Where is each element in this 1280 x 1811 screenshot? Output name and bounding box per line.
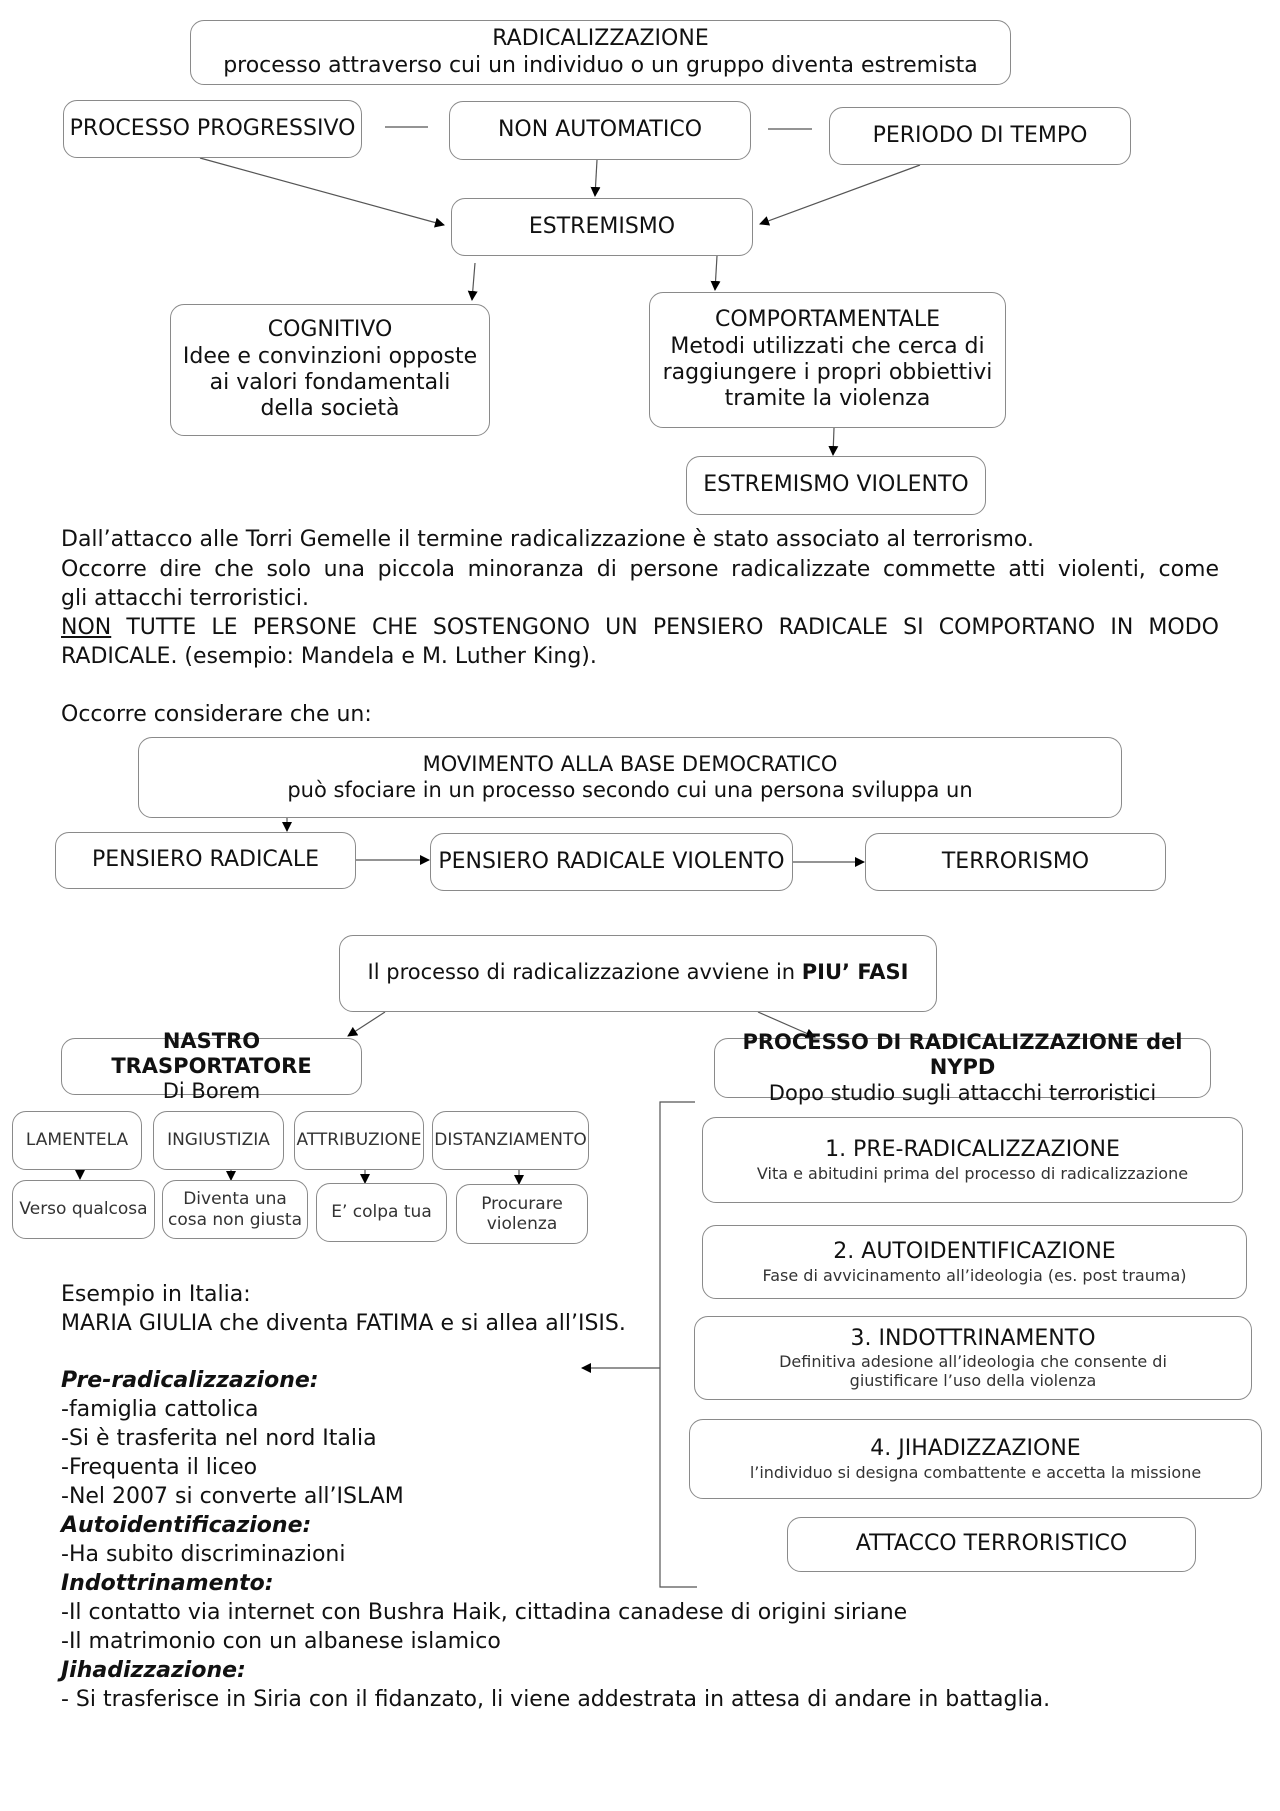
section-heading-indottrinamento: Indottrinamento: [61, 1571, 274, 1596]
phase-title: 4. JIHADIZZAZIONE [870, 1436, 1081, 1462]
result-lamentela [12, 1180, 155, 1239]
estremismo-violento-label: ESTREMISMO VIOLENTO [703, 472, 969, 498]
comportamentale-desc-line: Metodi utilizzati che cerca di [670, 333, 985, 359]
nastro-title: NASTRO TRASPORTATORE [111, 1028, 312, 1078]
attribute-processo-progressivo [63, 100, 362, 158]
phase-desc: l’individuo si designa combattente e accetta la missione [749, 1462, 1202, 1482]
comportamentale-box [649, 292, 1006, 428]
attacco-terroristico-box [787, 1517, 1196, 1572]
section-item: -famiglia cattolica [61, 1397, 259, 1422]
phase-desc: Definitiva adesione all’ideologia che consente di [779, 1352, 1167, 1371]
result-attribuzione [316, 1183, 447, 1242]
section-item: -Si è trasferita nel nord Italia [61, 1426, 377, 1451]
comportamentale-title: COMPORTAMENTALE [715, 307, 940, 333]
paragraph-line-4 [61, 613, 1219, 643]
chain-label: PENSIERO RADICALE [91, 847, 319, 873]
phase-desc: Vita e abitudini prima del processo di radicalizzazione [756, 1163, 1189, 1183]
piu-fasi-bold: PIU’ FASI [801, 960, 909, 984]
section-heading-jihad: Jihadizzazione: [61, 1658, 246, 1683]
step-label: ATTRIBUZIONE [296, 1130, 422, 1151]
result-line: E’ colpa tua [331, 1202, 432, 1223]
nastro-sub: Di Borem [162, 1079, 261, 1104]
attribute-label: PERIODO DI TEMPO [872, 122, 1088, 148]
terrorismo-box [865, 833, 1166, 891]
pensiero-radicale-box [55, 832, 356, 889]
cognitivo-box [170, 304, 490, 436]
radicalizzazione-definition: processo attraverso cui un individuo o un gruppo diventa estremista [223, 52, 978, 78]
step-label: LAMENTELA [25, 1130, 129, 1151]
movimento-box [138, 737, 1122, 818]
result-ingiustizia [162, 1180, 308, 1239]
section-heading-auto: Autoidentificazione: [61, 1513, 312, 1538]
phase-title: 2. AUTOIDENTIFICAZIONE [833, 1239, 1116, 1265]
non-underlined: NON [61, 615, 112, 640]
step-distanziamento [432, 1111, 589, 1170]
comportamentale-desc-line: tramite la violenza [724, 386, 931, 412]
example-subject: MARIA GIULIA che diventa FATIMA e si allea all’ISIS. [61, 1311, 626, 1336]
phase-4-box [689, 1419, 1262, 1499]
nypd-title: PROCESSO DI RADICALIZZAZIONE del NYPD [742, 1030, 1183, 1080]
attribute-label: PROCESSO PROGRESSIVO [69, 115, 356, 141]
cognitivo-desc-line: ai valori fondamentali [209, 370, 451, 395]
chain-label: TERRORISMO [941, 848, 1090, 874]
attacco-label: ATTACCO TERRORISTICO [855, 1531, 1128, 1557]
comportamentale-desc-line: raggiungere i propri obbiettivi [662, 360, 993, 385]
section-item: -Il contatto via internet con Bushra Haik, cittadina canadese di origini siriane [61, 1600, 908, 1625]
paragraph-line-2: Occorre dire che solo una piccola minoranza di persone radicalizzate commette atti violenti, come [61, 557, 1219, 582]
section-heading-pre: Pre-radicalizzazione: [61, 1368, 319, 1393]
nastro-trasportatore-box [61, 1028, 362, 1104]
phase-2-box [702, 1225, 1247, 1299]
step-label: DISTANZIAMENTO [434, 1130, 587, 1151]
result-line: violenza [486, 1214, 558, 1234]
section-item: -Ha subito discriminazioni [61, 1542, 346, 1567]
estremismo-box [451, 198, 753, 256]
result-line: Verso qualcosa [19, 1199, 148, 1220]
attribute-non-automatico [449, 101, 751, 160]
step-attribuzione [294, 1111, 424, 1170]
piu-fasi-text: Il processo di radicalizzazione avviene in [367, 960, 802, 984]
attribute-periodo-di-tempo [829, 107, 1131, 165]
step-label: INGIUSTIZIA [167, 1130, 270, 1151]
paragraph-line-1: Dall’attacco alle Torri Gemelle il termine radicalizzazione è stato associato al terrorismo. [61, 527, 1034, 552]
movimento-title: MOVIMENTO ALLA BASE DEMOCRATICO [422, 752, 838, 777]
phase-3-box [694, 1316, 1252, 1400]
attribute-label: NON AUTOMATICO [497, 117, 703, 143]
paragraph-line-5: RADICALE. (esempio: Mandela e M. Luther King). [61, 644, 597, 669]
piu-fasi-box [339, 935, 937, 1012]
estremismo-violento-box [686, 456, 986, 515]
section-item: -Nel 2007 si converte all’ISLAM [61, 1484, 404, 1509]
radicalizzazione-title: RADICALIZZAZIONE [492, 26, 709, 52]
nypd-sub: Dopo studio sugli attacchi terroristici [768, 1080, 1157, 1105]
paragraph-line-3: gli attacchi terroristici. [61, 586, 310, 611]
cognitivo-title: COGNITIVO [267, 317, 393, 343]
estremismo-label: ESTREMISMO [528, 213, 676, 239]
phase-title: 1. PRE-RADICALIZZAZIONE [825, 1137, 1120, 1163]
result-distanziamento [456, 1184, 588, 1244]
result-line: Procurare [481, 1193, 563, 1214]
cognitivo-desc-line: della società [260, 396, 400, 422]
step-ingiustizia [153, 1111, 284, 1170]
phase-desc: giustificare l’uso della violenza [849, 1371, 1097, 1391]
pensiero-radicale-violento-box [430, 833, 793, 891]
section-item: -Il matrimonio con un albanese islamico [61, 1629, 501, 1654]
radicalizzazione-title-box [190, 20, 1011, 85]
nypd-box [714, 1030, 1211, 1105]
paragraph-line-4-rest: TUTTE LE PERSONE CHE SOSTENGONO UN PENSIERO RADICALE SI COMPORTANO IN MODO [111, 615, 1219, 640]
phase-desc: Fase di avvicinamento all’ideologia (es. post trauma) [762, 1265, 1187, 1285]
cognitivo-desc-line: Idee e convinzioni opposte [182, 343, 478, 369]
intro-considerare: Occorre considerare che un: [61, 702, 372, 727]
result-line: Diventa una [183, 1189, 287, 1210]
chain-label: PENSIERO RADICALE VIOLENTO [438, 848, 785, 874]
section-item: - Si trasferisce in Siria con il fidanzato, li viene addestrata in attesa di andare in battaglia. [61, 1687, 1051, 1712]
phase-title: 3. INDOTTRINAMENTO [850, 1325, 1096, 1351]
example-intro: Esempio in Italia: [61, 1282, 251, 1307]
phase-1-box [702, 1117, 1243, 1203]
movimento-sub: può sfociare in un processo secondo cui una persona sviluppa un [287, 777, 973, 802]
result-line: cosa non giusta [167, 1209, 302, 1230]
step-lamentela [12, 1111, 142, 1170]
section-item: -Frequenta il liceo [61, 1455, 258, 1480]
